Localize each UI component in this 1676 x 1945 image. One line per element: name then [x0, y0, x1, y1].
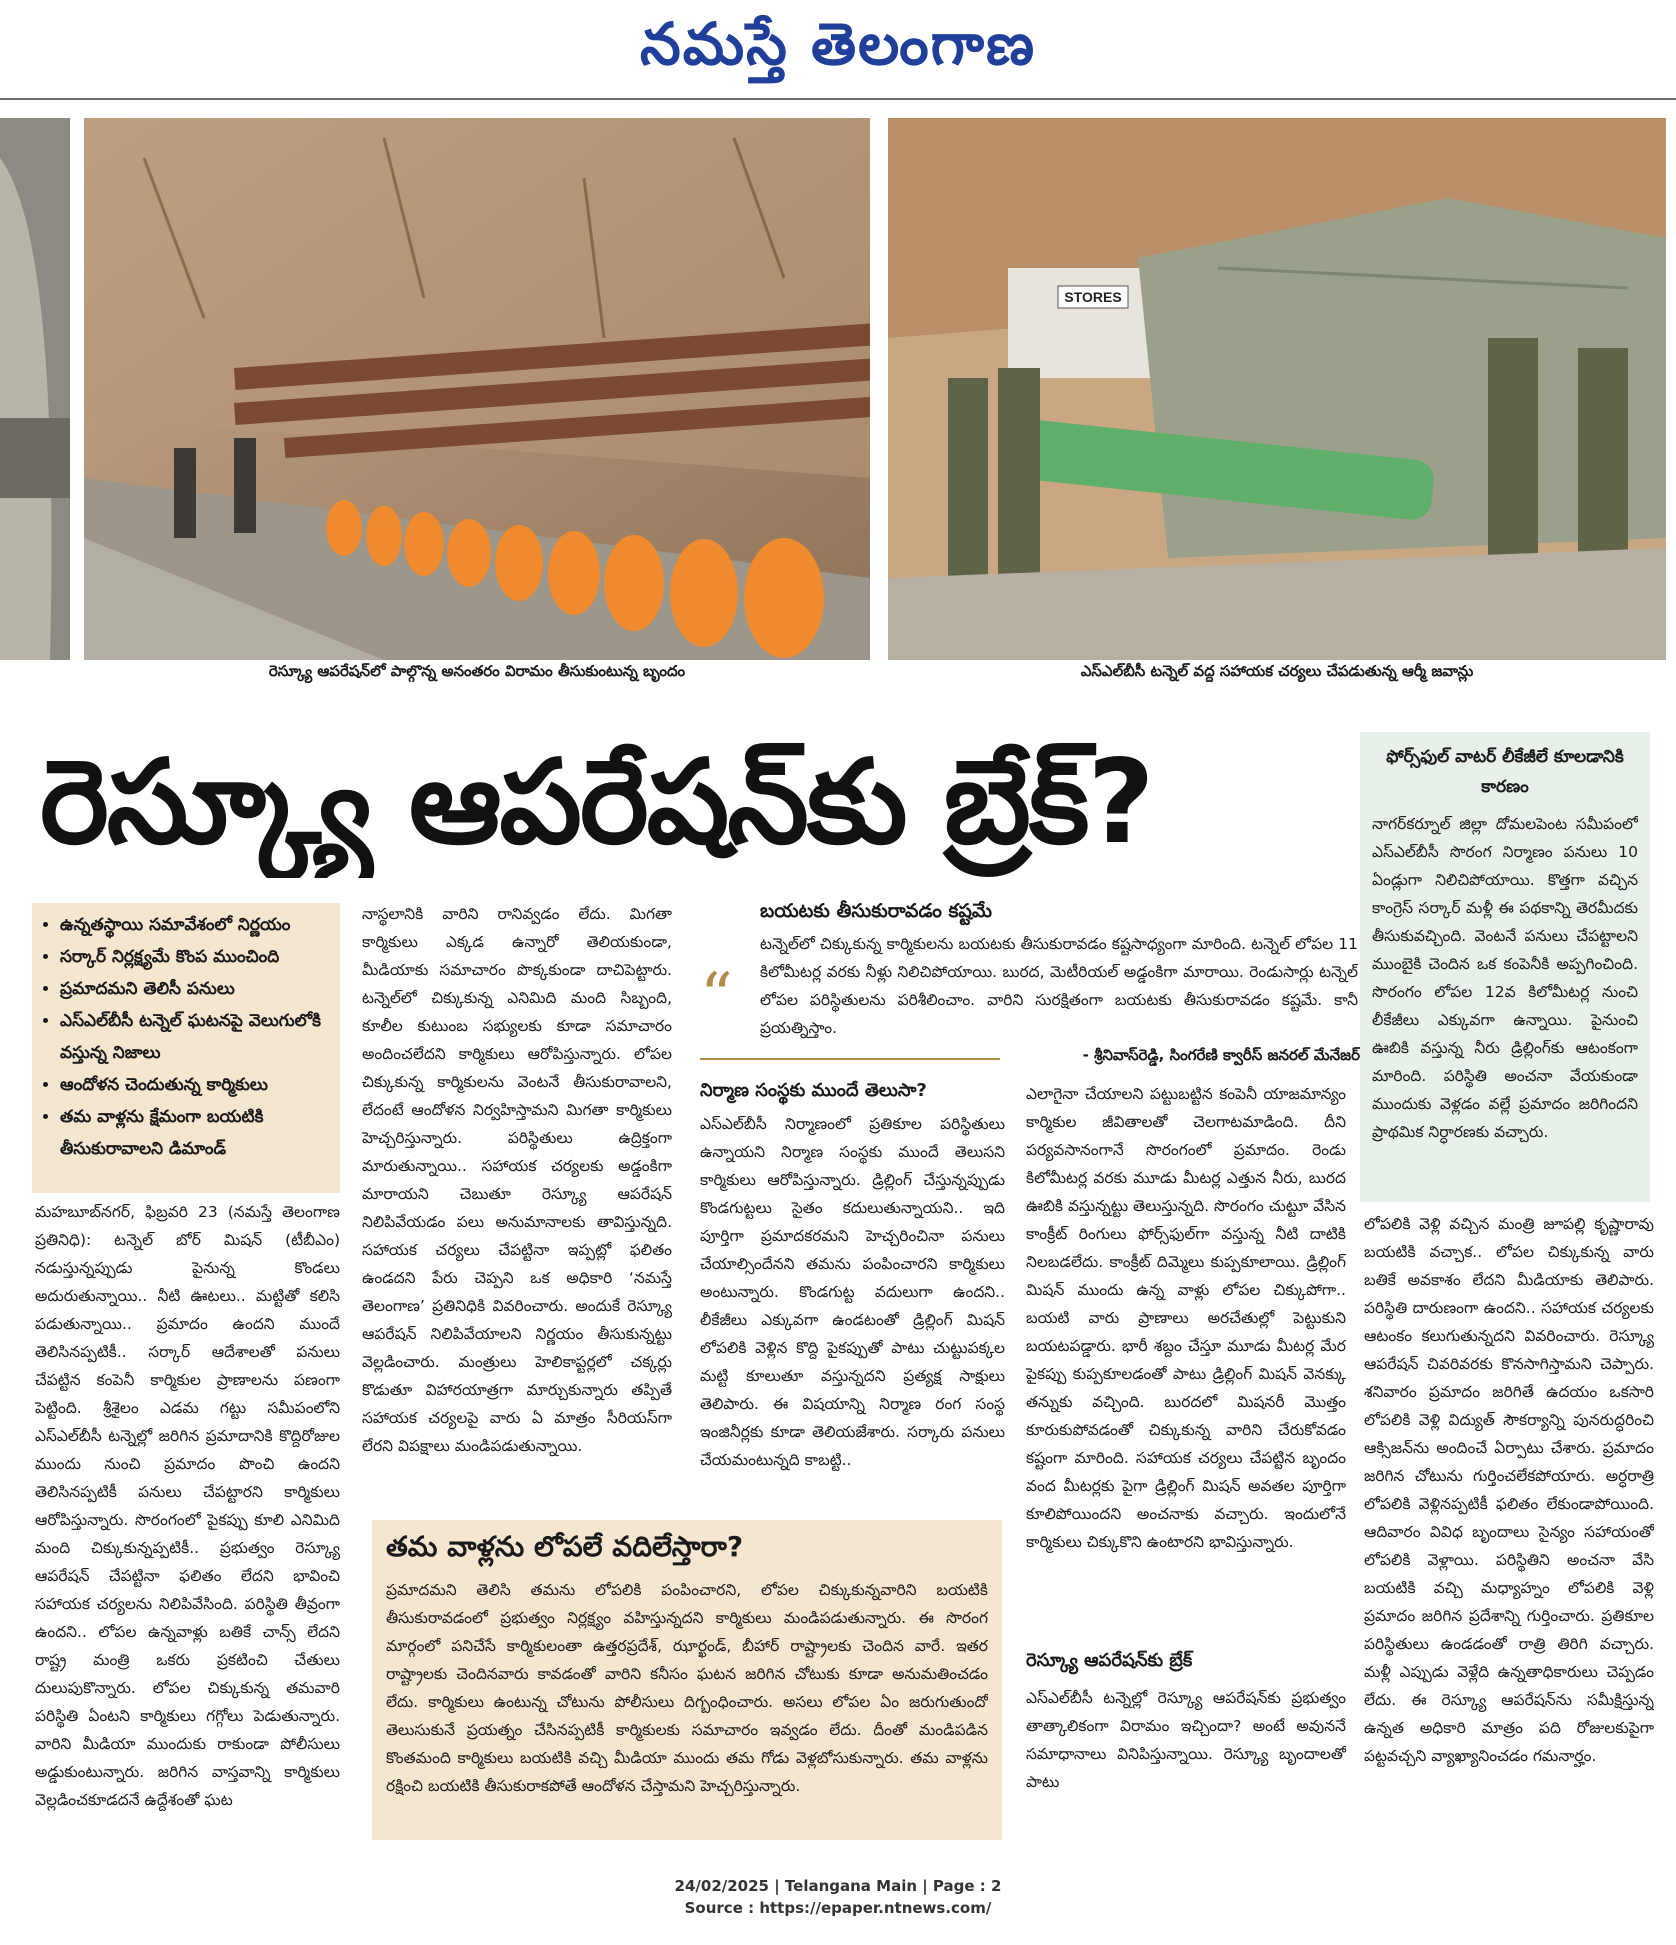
masthead [0, 0, 1676, 100]
workers-box-body [386, 1576, 988, 1826]
quote-attribution: - శ్రీనివాస్‌రెడ్డి, సింగరేణి క్వారీస్ జనరల్ మేనేజర్ [1082, 1046, 1360, 1064]
workers-box-text: ప్రమాదమని తెలిసి తమను లోపలికి పంపించారని, లోపల చిక్కుకున్నవారిని బయటికి తీసుకురావడంలో ప్రభుత్వం నిర్లక్ష్యం వహిస్తున్నదని కార్మికులు మండిపడుతున్నారు. ఈ సొరంగ మార్గంలో పనిచేసే కార్మికులంతా ఉత్తరప్రదేశ్, ఝార్ఖండ్, బీహార్ రాష్ట్రాలకు చెందిన వారే. ఇతర రాష్ట్రాలకు చెందినవారు కావడంతో వారిని కనీసం ఘటన జరిగిన చోటుకు కూడా అనుమతించడం లేదు. కార్మికులు ఉంటున్న చోటును పోలీసులు దిగ్బంధించారు. అసలు లోపల ఏం జరుగుతుందో తెలుసుకునే ప్రయత్నం చేసినప్పటికీ కార్మికులకు సమాచారం ఇవ్వడం లేదు. దీంతో మండిపడిన కొంతమంది కార్మికులు బయటికి వచ్చి మీడియా ముందు తమ గోడు వెళ్లబోసుకున్నారు. తమ వాళ్లను రక్షించి బయటికి తీసుకురాకపోతే ఆందోళన చేస్తామని హెచ్చరిస్తున్నారు. [386, 1581, 988, 1795]
photo-army-jawans-graphic [888, 118, 1666, 660]
edge-photo [0, 118, 70, 660]
quote-text: టన్నెల్‌లో చిక్కుకున్న కార్మికులను బయటకు తీసుకురావడం కష్టసాధ్యంగా మారింది. టన్నెల్ లోపల 11 కిలోమీటర్ల వరకు నీళ్లు నిలిచిపోయాయి. బురద, మెటీరియల్ అడ్డంకిగా మారాయి. రెండుసార్లు టన్నెల్ లోపల పరిస్థితులను పరిశీలించాం. వారిని సురక్షితంగా బయటకు తీసుకురావడం కష్టమే. కానీ ప్రయత్నిస్తాం. [760, 935, 1358, 1037]
photo-army-jawans [888, 118, 1666, 660]
bullet-item: • ఆందోళన చెందుతున్న కార్మికులు [60, 1069, 332, 1101]
bullet-item: • తమ వాళ్లను క్షేమంగా బయటికి తీసుకురావాలని డిమాండ్ [60, 1101, 332, 1165]
footer-date: 24/02/2025 | Telangana Main | Page : 2 [674, 1877, 1002, 1895]
bullet-item: • ఉన్నతస్థాయి సమావేశంలో నిర్ణయం [60, 909, 332, 941]
bullet-item: • ఎస్‌ఎల్‌బీసీ టన్నెల్ ఘటనపై వెలుగులోకి వస్తున్న నిజాలు [60, 1005, 332, 1069]
masthead-title: నమస్తే తెలంగాణ [640, 10, 1036, 78]
article-text: లోపలికి వెళ్లి వచ్చిన మంత్రి జూపల్లి కృష్ణారావు బయటికి వచ్చాక.. లోపల చిక్కుకున్న వారు బతికే అవకాశం లేదని మీడియాకు తెలిపారు. పరిస్థితి దారుణంగా ఉందని.. సహాయక చర్యలకు ఆటంకం కలుగుతున్నదని వివరించారు. రెస్క్యూ ఆపరేషన్ చివరివరకు కొనసాగిస్తామని చెప్పారు. శనివారం ప్రమాదం జరిగితే ఉదయం ఒకసారి లోపలికి వెళ్లి విద్యుత్ సౌకర్యాన్ని పునరుద్ధరించి ఆక్సిజన్‌ను అందించే ఏర్పాటు చేశారు. ప్రమాదం జరిగిన చోటును గుర్తించలేకపోయారు. అర్ధరాత్రి లోపలికి వెళ్లినప్పటికీ ఫలితం లేకుండాపోయింది. ఆదివారం వివిధ బృందాలు సైన్యం సహాయంతో లోపలికి వెళ్లాయి. పరిస్థితిని అంచనా వేసి బయటికి వచ్చి మధ్యాహ్నం లోపలికి వెళ్లి ప్రమాదం జరిగిన ప్రదేశాన్ని గుర్తించారు. ప్రతికూల పరిస్థితులు ఉండడంతో రాత్రి తిరిగి వచ్చారు. మళ్లీ ఎప్పుడు వెళ్లేది ఉన్నతాధికారులు చెప్పడం లేదు. ఈ రెస్క్యూ ఆపరేషన్‌ను సమీక్షిస్తున్న ఉన్నత అధికారి మాత్రం పది రోజులకుపైగా పట్టవచ్చని వ్యాఖ్యానించడం గమనార్హం. [1364, 1215, 1654, 1765]
quote-title: బయటకు తీసుకురావడం కష్టమే [760, 900, 993, 922]
workers-box [372, 1520, 1002, 1840]
bullet-item: • ప్రమాదమని తెలిసీ పనులు [60, 973, 332, 1005]
article-column-5 [1364, 1210, 1654, 1850]
article-text: ఎస్‌ఎల్‌బీసీ నిర్మాణంలో ప్రతికూల పరిస్థితులు ఉన్నాయని నిర్మాణ సంస్థకు ముందే తెలుసని కార్మికులు ఆరోపిస్తున్నారు. డ్రిల్లింగ్ చేస్తున్నప్పుడు కొండగుట్టలు సైతం కదులుతున్నాయని.. ఇది పూర్తిగా ప్రమాదకరమని హెచ్చరించినా పనులు చేయాల్సిందేనని తమను పంపించారని కార్మికులు అంటున్నారు. కొండగుట్ట వదులుగా ఉందని.. లీకేజీలు ఎక్కువగా ఉండటంతో డ్రిల్లింగ్ మిషన్ లోపలికి వెళ్లిన కొద్ది పైకప్పుతో పాటు చుట్టుపక్కల మట్టి కూలుతూ వస్తున్నదని ప్రత్యక్ష సాక్షులు తెలిపారు. ఈ విషయాన్ని నిర్మాణ రంగ సంస్థ ఇంజినీర్లకు కూడా తెలియజేశారు. సర్కారు పనులు చేయమంటున్నది కాబట్టి.. [700, 1115, 1005, 1469]
col3-title: నిర్మాణ సంస్థకు ముందే తెలుసా? [700, 1080, 927, 1101]
stores-sign: STORES [1064, 289, 1122, 305]
edge-photo-graphic [0, 118, 70, 660]
masthead-rule [0, 98, 1676, 100]
quote-icon: “ [700, 960, 733, 1034]
footer-source: Source : https://epaper.ntnews.com/ [684, 1899, 992, 1917]
caption-left-photo: రెస్క్యూ ఆపరేషన్‌లో పాల్గొన్న అనంతరం విరామం తీసుకుంటున్న బృందం [268, 662, 686, 680]
article-text: ఎస్‌ఎల్‌బీసీ టన్నెల్లో రెస్క్యూ ఆపరేషన్‌కు ప్రభుత్వం తాత్కాలికంగా విరామం ఇచ్చిందా? అంటే అవుననే సమాధానాలు వినిపిస్తున్నాయి. రెస్క్యూ బృందాలతో పాటు [1026, 1689, 1346, 1791]
sidebar-box [1360, 732, 1650, 1202]
bullet-list [40, 909, 332, 1165]
headline: రెస్క్యూ ఆపరేషన్‌కు బ్రేక్? [40, 735, 1153, 870]
article-text: నాస్థలానికి వారిని రానివ్వడం లేదు. మిగతా కార్మికులు ఎక్కడ ఉన్నారో తెలియకుండా, మీడియాకు సమాచారం పొక్కకుండా దాచిపెట్టారు. టన్నెల్‌లో చిక్కుకున్న ఎనిమిది మంది సిబ్బంది, కూలీల కుటుంబ సభ్యులకు కూడా సమాచారం అందించలేదని కార్మికులు ఆరోపిస్తున్నారు. లోపల చిక్కుకున్న కార్మికులను వెంటనే తీసుకురావాలని, లేదంటే ఆందోళన నిర్వహిస్తామని మిగతా కార్మికులు హెచ్చరిస్తున్నారు. పరిస్థితులు ఉద్రిక్తంగా మారుతున్నాయి.. సహాయక చర్యలకు అడ్డంకిగా మారాయని చెబుతూ రెస్క్యూ ఆపరేషన్ నిలిపివేయడం పలు అనుమానాలకు తావిస్తున్నది. సహాయక చర్యలు చేపట్టినా ఇప్పట్లో ఫలితం ఉండదని పేరు చెప్పని ఒక అధికారి ‘నమస్తే తెలంగాణ’ ప్రతినిధికి వివరించారు. అందుకే రెస్క్యూ ఆపరేషన్ నిలిపివేయాలని నిర్ణయం తీసుకున్నట్టు వెల్లడించారు. మంత్రులు హెలికాప్టర్లలో చక్కర్లు కొడుతూ విహారయాత్రగా మార్చుకున్నారు తప్పితే సహాయక చర్యలపై వారు ఏ మాత్రం సీరియస్‌గా లేరని విపక్షాలు మండిపడుతున్నాయి. [362, 905, 672, 1455]
article-text: ఎలాగైనా చేయాలని పట్టుబట్టిన కంపెనీ యాజమాన్యం కార్మికుల జీవితాలతో చెలగాటమాడింది. దీని పర్యవసానంగానే సొరంగంలో ప్రమాదం. రెండు కిలోమీటర్ల వరకు మూడు మీటర్ల ఎత్తున నీరు, బురద ఊబికి వస్తున్నట్టు తెలుస్తున్నది. సొరంగం చుట్టూ వేసిన కాంక్రీట్ రింగులు ఫోర్స్‌ఫుల్‌గా వస్తున్న నీటి దాటికి నిలబడలేదు. కాంక్రీట్ దిమ్మెలు కుప్పకూలాయి. డ్రిల్లింగ్ మిషన్ ముందు ఉన్న వాళ్లు లోపల చిక్కుపోగా.. బయటి వారు ప్రాణాలు అరచేతుల్లో పెట్టుకుని బయటపడ్డారు. భారీ శబ్దం చేస్తూ మూడు మీటర్ల మేర పైకప్పు కుప్పకూలడంతో పాటు డ్రిల్లింగ్ మిషన్ వెనక్కు తన్నుకు వచ్చింది. బురదలో మిషనరీ మొత్తం కూరుకుపోవడంతో చిక్కుకున్న వారిని చేరుకోవడం కష్టంగా మారింది. సహాయక చర్యలు చేపట్టిన బృందం వంద మీటర్లకు పైగా డ్రిల్లింగ్ మిషన్ అవతల పూర్తిగా కూలిపోయిందని అంచనాకు వచ్చారు. ఇందులోనే కార్మికులు చిక్కుకొని ఉంటారని భావిస్తున్నారు. [1026, 1085, 1346, 1551]
quote-text-box [760, 930, 1358, 1042]
photo-rescue-team-graphic [84, 118, 870, 660]
workers-box-title: తమ వాళ్లను లోపలే వదిలేస్తారా? [386, 1530, 744, 1563]
article-column-4b [1026, 1684, 1346, 1844]
article-column-3 [700, 1110, 1005, 1510]
article-text: మహబూబ్‌నగర్, ఫిబ్రవరి 23 (నమస్తే తెలంగాణ ప్రతినిధి): టన్నెల్ బోర్ మిషన్ (టీబీఎం) నడుస్తున్నప్పుడు పైనున్న కొండలు అదురుతున్నాయి.. నీటి ఊటలు.. మట్టితో కలిసి పడుతున్నాయి.. ప్రమాదం ఉందని ముందే తెలిసినప్పటికీ.. సర్కార్ ఆదేశాలతో పనులు చేపట్టిన కంపెనీ కార్మికుల ప్రాణాలను పణంగా పెట్టింది. శ్రీశైలం ఎడమ గట్టు సమీపంలోని ఎస్‌ఎల్‌బీసీ టన్నెల్లో జరిగిన ప్రమాదానికి కొద్దిరోజుల ముందు నుంచి ప్రమాదం పొంచి ఉందని తెలిసినప్పటికీ పనులు చేపట్టారని కార్మికులు ఆరోపిస్తున్నారు. సొరంగంలో పైకప్పు కూలి ఎనిమిది మంది చిక్కుకున్నప్పటికీ.. ప్రభుత్వం రెస్క్యూ ఆపరేషన్ చేపట్టినా ఫలితం లేదని భావించి సహాయక చర్యలను నిలిపివేసింది. పరిస్థితి తీవ్రంగా ఉందని.. లోపల ఉన్నవాళ్లు బతికే చాన్స్ లేదని రాష్ట్ర మంత్రి ఒకరు ప్రకటించి చేతులు దులుపుకొన్నారు. లోపల చిక్కుకున్న తమవారి పరిస్థితి ఏంటని కార్మికులు గగ్గోలు పెడుతున్నారు. వారిని మీడియా ముందుకు రాకుండా పోలీసులు అడ్డుకుంటున్నారు. జరిగిన వాస్తవాన్ని కార్మికులు వెల్లడించకూడదనే ఉద్దేశంతో ఘట [35, 1203, 340, 1809]
bullet-box [32, 903, 340, 1193]
article-column-1 [35, 1198, 340, 1838]
col4-subtitle: రెస్క్యూ ఆపరేషన్‌కు బ్రేక్ [1026, 1650, 1193, 1671]
sidebar-body [1372, 810, 1638, 1200]
sidebar-text: నాగర్‌కర్నూల్ జిల్లా దోమలపెంట సమీపంలో ఎస్‌ఎల్‌బీసీ సొరంగ నిర్మాణం పనులు 10 ఏండ్లుగా నిలిచిపోయాయి. కొత్తగా వచ్చిన కాంగ్రెస్ సర్కార్ మళ్లీ ఈ పథకాన్ని తెరమీదకు తీసుకువచ్చింది. వెంటనే పనులు చేపట్టాలని ముంబైకి చెందిన ఒక కంపెనీకి అప్పగించింది. సొరంగం లోపల 12వ కిలోమీటర్ల నుంచి లీకేజీలు ఎక్కువగా ఉన్నాయి. పైనుంచి ఊబికి వస్తున్న నీరు డ్రిల్లింగ్‌కు ఆటంకంగా మారింది. పరిస్థితి అంచనా వేయకుండా ముందుకు వెళ్లడం వల్లే ప్రమాదం జరిగిందని ప్రాథమిక నిర్ధారణకు వచ్చారు. [1372, 815, 1638, 1141]
caption-right-photo: ఎస్‌ఎల్‌బీసీ టన్నెల్ వద్ద సహాయక చర్యలు చేపడుతున్న ఆర్మీ జవాన్లు [1080, 662, 1474, 680]
article-column-2 [362, 900, 672, 1508]
photo-rescue-team [84, 118, 870, 660]
article-column-4 [1026, 1080, 1346, 1640]
sidebar-title: ఫోర్స్‌ఫుల్ వాటర్ లీకేజీలే కూలడానికి కారణం [1386, 747, 1624, 797]
page-footer [0, 1875, 1676, 1919]
quote-divider [700, 1058, 1000, 1060]
bullet-item: • సర్కార్ నిర్లక్ష్యమే కొంప ముంచింది [60, 941, 332, 973]
